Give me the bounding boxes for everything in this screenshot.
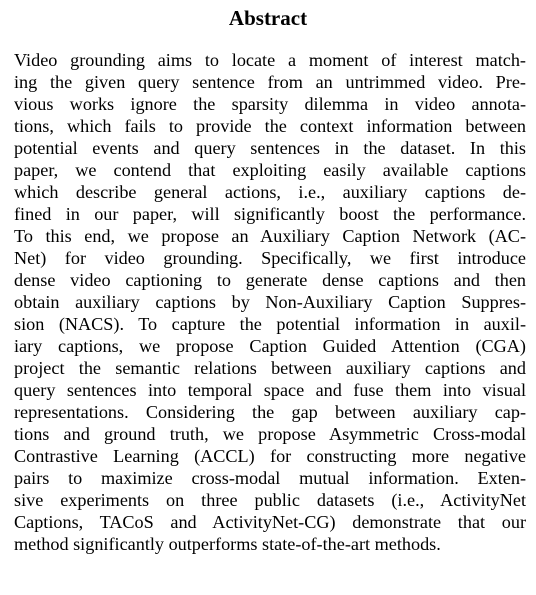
abstract-line: paper, we contend that exploiting easily available captions [14,160,526,180]
abstract-line: obtain auxiliary captions by Non-Auxiliary Caption Suppres- [14,292,526,312]
abstract-line: Net) for video grounding. Specifically, we first introduce [14,248,526,268]
abstract-line: representations. Considering the gap between auxiliary cap- [14,402,526,422]
abstract-line: pairs to maximize cross-modal mutual information. Exten- [14,468,526,488]
abstract-line: tions, which fails to provide the context information between [14,116,526,136]
abstract-line: tions and ground truth, we propose Asymmetric Cross-modal [14,424,526,444]
abstract-line: sive experiments on three public datasets (i.e., ActivityNet [14,490,526,510]
abstract-line: Contrastive Learning (ACCL) for constructing more negative [14,446,526,466]
abstract-line: fined in our paper, will significantly boost the performance. [14,204,526,224]
abstract-line: potential events and query sentences in the dataset. In this [14,138,526,158]
abstract-heading: Abstract [228,6,308,30]
abstract-line: ing the given query sentence from an untrimmed video. Pre- [14,72,526,92]
abstract-line: vious works ignore the sparsity dilemma in video annota- [14,94,526,114]
abstract-line: which describe general actions, i.e., auxiliary captions de- [14,182,526,202]
abstract-line: query sentences into temporal space and fuse them into visual [14,380,526,400]
abstract-line: project the semantic relations between auxiliary captions and [14,358,526,378]
abstract-body [14,49,526,555]
abstract-line: Captions, TACoS and ActivityNet-CG) demonstrate that our [14,512,526,532]
abstract-line: sion (NACS). To capture the potential information in auxil- [14,314,526,334]
abstract-line: To this end, we propose an Auxiliary Caption Network (AC- [14,226,526,246]
abstract-line: dense video captioning to generate dense captions and then [14,270,526,290]
abstract-line: Video grounding aims to locate a moment of interest match- [14,50,526,70]
abstract-line: method significantly outperforms state-of-the-art methods. [14,534,441,554]
abstract-line: iary captions, we propose Caption Guided Attention (CGA) [14,336,526,356]
